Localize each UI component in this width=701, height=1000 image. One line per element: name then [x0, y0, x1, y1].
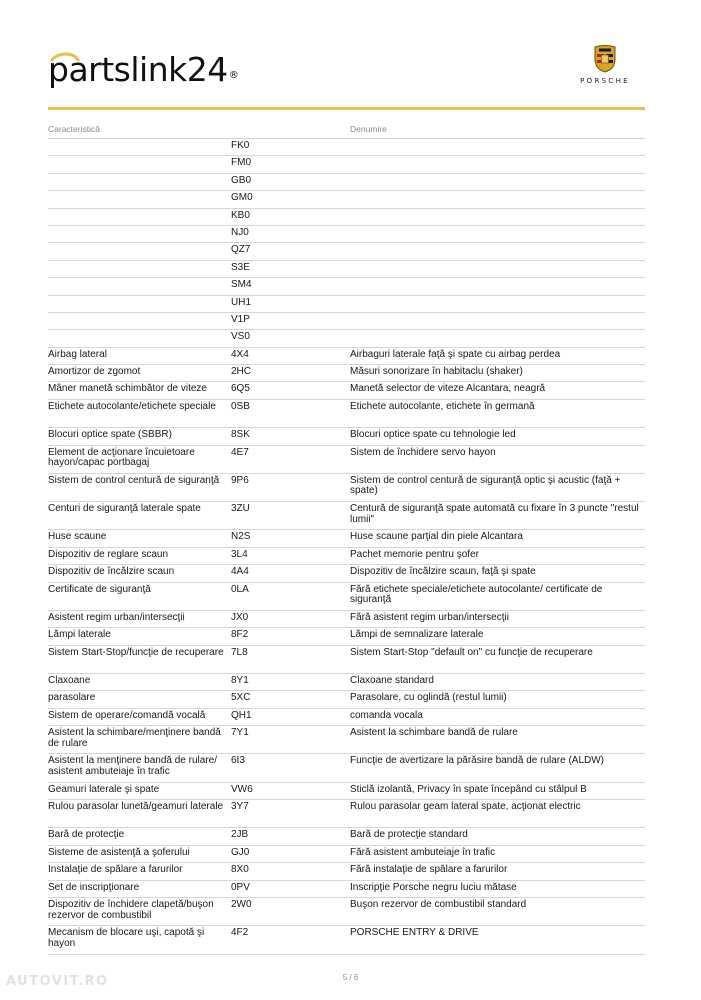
code-cell: S3E — [231, 261, 250, 273]
feature-cell: Sistem de operare/comandă vocală — [48, 709, 206, 721]
feature-cell: Element de acţionare încuietoare hayon/capac portbagaj — [48, 446, 195, 469]
code-cell: JX0 — [231, 611, 249, 623]
table-row — [48, 139, 645, 156]
table-row — [48, 156, 645, 173]
name-cell: Huse scaune parţial din piele Alcantara — [350, 531, 523, 543]
name-cell: Airbaguri laterale faţă şi spate cu airbag perdea — [350, 348, 561, 360]
code-cell: 6I3 — [231, 755, 245, 767]
name-cell: Asistent la schimbare bandă de rulare — [350, 727, 518, 739]
brand-name: PORSCHE — [580, 77, 630, 85]
code-cell: 5XC — [231, 692, 251, 704]
table-row — [48, 828, 645, 845]
code-cell: 0SB — [231, 400, 250, 412]
name-cell — [350, 174, 645, 190]
name-cell: Măsuri sonorizare în habitaclu (shaker) — [350, 366, 523, 378]
code-cell: 0LA — [231, 583, 249, 595]
partslink24-logo — [48, 46, 248, 96]
name-cell: PORSCHE ENTRY & DRIVE — [350, 927, 479, 939]
name-cell: Fără asistent regim urban/intersecţii — [350, 611, 509, 623]
feature-cell: Rulou parasolar lunetă/geamuri laterale — [48, 801, 224, 813]
name-cell — [350, 209, 645, 225]
feature-cell — [48, 174, 231, 190]
table-row — [48, 209, 645, 226]
table-row — [48, 174, 645, 191]
code-cell: N2S — [231, 531, 251, 543]
name-cell — [350, 261, 645, 277]
feature-cell: Airbag lateral — [48, 348, 107, 360]
name-cell: Sistem Start-Stop "default on" cu funcţie de recuperare — [350, 646, 593, 658]
feature-cell: parasolare — [48, 692, 96, 704]
code-cell: 4E7 — [231, 446, 249, 458]
name-cell — [350, 191, 645, 207]
feature-cell — [48, 209, 231, 225]
feature-cell — [48, 156, 231, 172]
name-cell: Funcţie de avertizare la părăsire bandă de rulare (ALDW) — [350, 755, 605, 767]
code-cell: 8X0 — [231, 864, 249, 876]
feature-cell: Set de inscripţionare — [48, 881, 140, 893]
table-row — [48, 548, 645, 565]
name-cell: Sistem de control centură de siguranţă optic şi acustic (faţă + spate) — [350, 474, 621, 497]
name-cell: Centură de siguranţă spate automată cu fixare în 3 puncte "restul lumii" — [350, 503, 639, 525]
name-cell — [350, 156, 645, 172]
table-row — [48, 348, 645, 365]
feature-cell: Certificate de siguranţă — [48, 583, 151, 595]
code-cell: GJ0 — [231, 846, 250, 858]
code-cell: 8Y1 — [231, 674, 249, 686]
table-row — [48, 611, 645, 628]
code-cell: SM4 — [231, 279, 252, 291]
feature-cell: Asistent regim urban/intersecţii — [48, 611, 185, 623]
feature-cell — [48, 296, 231, 312]
porsche-brand — [565, 45, 645, 85]
table-row — [48, 565, 645, 582]
table-row — [48, 502, 645, 530]
table-row — [48, 278, 645, 295]
table-body — [48, 139, 645, 955]
feature-cell: Dispozitiv de închidere clapetă/buşon rezervor de combustibil — [48, 899, 214, 921]
code-cell: 2JB — [231, 829, 249, 841]
name-cell: Parasolare, cu oglindă (restul lumii) — [350, 692, 507, 704]
code-cell: 3Y7 — [231, 801, 249, 813]
code-cell: FM0 — [231, 157, 251, 169]
column-header-feature: Caracteristică — [48, 124, 100, 134]
code-cell: 6Q5 — [231, 383, 250, 395]
table-row — [48, 382, 645, 399]
feature-cell: Dispozitiv de reglare scaun — [48, 548, 169, 560]
table-row — [48, 261, 645, 278]
name-cell — [350, 226, 645, 242]
name-cell: Fără etichete speciale/etichete autocolante/ certificate de siguranţă — [350, 583, 603, 606]
table-row — [48, 881, 645, 898]
table-row — [48, 926, 645, 954]
name-cell: Rulou parasolar geam lateral spate, acţionat electric — [350, 801, 581, 813]
table-row — [48, 313, 645, 330]
code-cell: GB0 — [231, 174, 252, 186]
name-cell: Sistem de închidere servo hayon — [350, 446, 496, 458]
table-row — [48, 446, 645, 474]
feature-cell: Amortizor de zgomot — [48, 366, 141, 378]
feature-cell: Sistem de control centură de siguranţă — [48, 474, 220, 486]
name-cell: Inscripţie Porsche negru luciu mătase — [350, 881, 517, 893]
table-row — [48, 691, 645, 708]
table-row — [48, 400, 645, 428]
name-cell — [350, 278, 645, 294]
code-cell: 9P6 — [231, 474, 249, 486]
name-cell: Pachet memorie pentru şofer — [350, 548, 479, 560]
name-cell: Bară de protecţie standard — [350, 829, 468, 841]
table-row — [48, 226, 645, 243]
code-cell: 0PV — [231, 881, 250, 893]
table-row — [48, 898, 645, 926]
code-cell: 3ZU — [231, 503, 250, 515]
feature-cell — [48, 226, 231, 242]
name-cell: Fără instalaţie de spălare a farurilor — [350, 864, 508, 876]
feature-cell: Mecanism de blocare uşi, capotă şi hayon — [48, 927, 205, 949]
table-row — [48, 243, 645, 260]
code-cell: 2HC — [231, 366, 252, 378]
name-cell — [350, 139, 645, 155]
feature-cell: Centuri de siguranţă laterale spate — [48, 503, 201, 515]
table-row — [48, 628, 645, 645]
feature-cell: Lămpi laterale — [48, 629, 111, 641]
feature-cell: Etichete autocolante/etichete speciale — [48, 400, 216, 412]
name-cell — [350, 243, 645, 259]
code-cell: 3L4 — [231, 548, 248, 560]
table-row — [48, 530, 645, 547]
name-cell: comanda vocala — [350, 709, 423, 721]
code-cell: 7Y1 — [231, 727, 249, 739]
feature-cell: Instalaţie de spălare a farurilor — [48, 864, 183, 876]
code-cell: VW6 — [231, 783, 253, 795]
code-cell: 7L8 — [231, 646, 248, 658]
code-cell: 8F2 — [231, 629, 249, 641]
feature-cell: Sistem Start-Stop/funcţie de recuperare — [48, 646, 224, 658]
table-row — [48, 191, 645, 208]
feature-cell — [48, 330, 231, 346]
code-cell: FK0 — [231, 140, 250, 151]
feature-cell: Sisteme de asistenţă a şoferului — [48, 846, 190, 858]
porsche-crest-icon — [594, 45, 616, 73]
table-row — [48, 846, 645, 863]
table-row — [48, 674, 645, 691]
feature-cell: Asistent la menţinere bandă de rulare/ asistent ambuteiaje în trafic — [48, 755, 217, 777]
code-cell: UH1 — [231, 296, 252, 308]
name-cell — [350, 296, 645, 312]
table-row — [48, 783, 645, 800]
code-cell: 4F2 — [231, 927, 249, 939]
code-cell: NJ0 — [231, 226, 249, 238]
page-number: 5 / 6 — [342, 973, 359, 982]
name-cell — [350, 313, 645, 329]
feature-cell: Huse scaune — [48, 531, 107, 543]
feature-cell — [48, 278, 231, 294]
code-cell: GM0 — [231, 192, 253, 204]
name-cell: Sticlă izolantă, Privacy în spate începând cu stâlpul B — [350, 783, 587, 795]
feature-cell: Blocuri optice spate (SBBR) — [48, 429, 172, 441]
logo-wordmark: partslink24® — [48, 50, 239, 89]
table-row — [48, 646, 645, 674]
feature-cell: Dispozitiv de încălzire scaun — [48, 566, 175, 578]
column-header-code — [231, 122, 350, 138]
table-row — [48, 474, 645, 502]
code-cell: VS0 — [231, 331, 250, 343]
name-cell: Dispozitiv de încălzire scaun, faţă şi spate — [350, 566, 536, 578]
features-table — [48, 122, 645, 955]
feature-cell — [48, 191, 231, 207]
header-divider — [48, 107, 645, 110]
name-cell: Blocuri optice spate cu tehnologie led — [350, 429, 516, 441]
code-cell: KB0 — [231, 209, 250, 221]
feature-cell: Bară de protecţie — [48, 829, 125, 841]
table-header — [48, 122, 645, 139]
table-row — [48, 709, 645, 726]
table-row — [48, 726, 645, 754]
name-cell: Claxoane standard — [350, 674, 434, 686]
feature-cell: Asistent la schimbare/menţinere bandă de rulare — [48, 727, 221, 749]
feature-cell: Claxoane — [48, 674, 91, 686]
name-cell: Manetă selector de viteze Alcantara, neagră — [350, 383, 546, 395]
table-row — [48, 428, 645, 445]
name-cell: Fără asistent ambuteiaje în trafic — [350, 846, 496, 858]
table-row — [48, 583, 645, 611]
feature-cell — [48, 313, 231, 329]
feature-cell: Geamuri laterale şi spate — [48, 783, 160, 795]
table-row — [48, 800, 645, 828]
code-cell: 4X4 — [231, 348, 249, 360]
code-cell: V1P — [231, 313, 250, 325]
table-row — [48, 330, 645, 347]
table-row — [48, 296, 645, 313]
code-cell: QH1 — [231, 709, 252, 721]
code-cell: 2W0 — [231, 899, 252, 910]
name-cell: Lămpi de semnalizare laterale — [350, 629, 484, 641]
name-cell — [350, 330, 645, 346]
feature-cell: Mâner manetă schimbător de viteze — [48, 383, 207, 395]
feature-cell — [48, 261, 231, 277]
feature-cell — [48, 139, 231, 155]
code-cell: QZ7 — [231, 244, 251, 256]
table-row — [48, 863, 645, 880]
name-cell: Etichete autocolante, etichete în germană — [350, 400, 535, 412]
watermark: AUTOVIT.RO — [6, 974, 109, 989]
table-row — [48, 754, 645, 782]
table-row — [48, 365, 645, 382]
code-cell: 8SK — [231, 429, 250, 441]
code-cell: 4A4 — [231, 566, 249, 578]
name-cell: Buşon rezervor de combustibil standard — [350, 899, 527, 910]
column-header-name: Denumire — [350, 124, 387, 134]
feature-cell — [48, 243, 231, 259]
